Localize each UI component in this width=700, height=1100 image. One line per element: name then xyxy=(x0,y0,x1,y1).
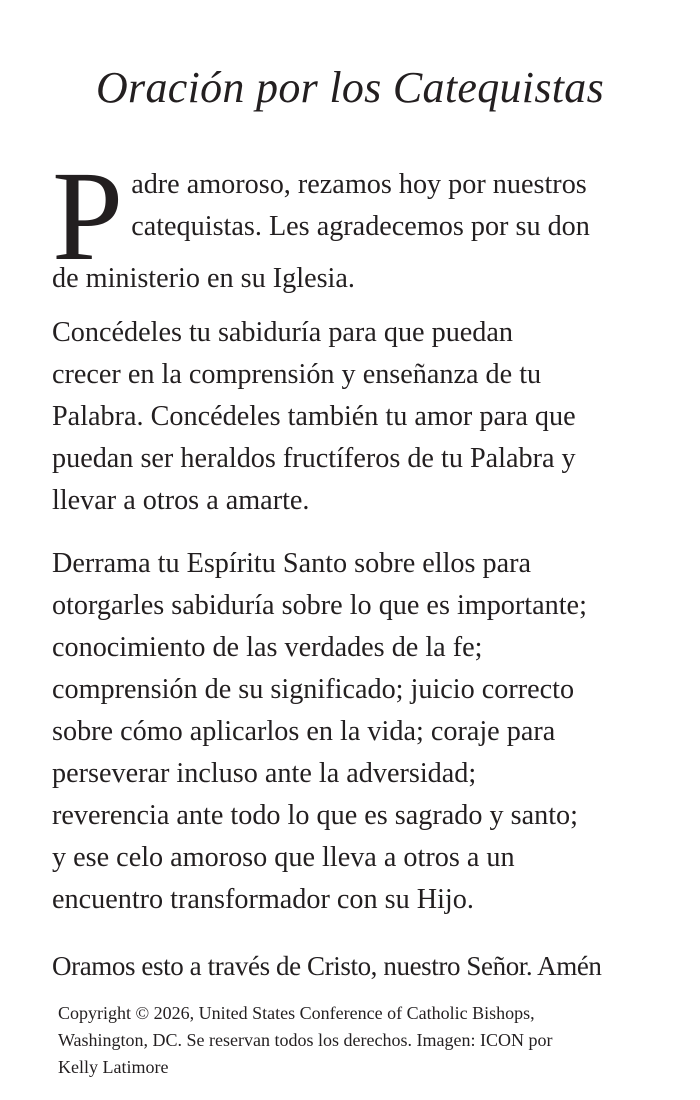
drop-cap-letter: P xyxy=(52,145,124,287)
copyright-notice xyxy=(58,1000,668,1081)
text-line: reverencia ante todo lo que es sagrado y santo; xyxy=(52,800,578,831)
text-line: crecer en la comprensión y enseñanza de tu xyxy=(52,359,542,390)
text-line: y ese celo amoroso que lleva a otros a un xyxy=(52,842,515,873)
text-line: conocimiento de las verdades de la fe; xyxy=(52,632,483,663)
text-line: perseverar incluso ante la adversidad; xyxy=(52,758,477,789)
text-line: sobre cómo aplicarlos en la vida; coraje para xyxy=(52,716,556,747)
text-line: catequistas. Les agradecemos por su don xyxy=(131,211,590,242)
text-line: puedan ser heraldos fructíferos de tu Palabra y xyxy=(52,443,576,474)
text-line: adre amoroso, rezamos hoy por nuestros xyxy=(131,169,587,200)
paragraph-wisdom xyxy=(52,312,662,522)
text-line: Concédeles tu sabiduría para que puedan xyxy=(52,317,514,348)
text-line: otorgarles sabiduría sobre lo que es importante; xyxy=(52,590,587,621)
text-line: de ministerio en su Iglesia. xyxy=(52,263,355,294)
paragraph-holy-spirit xyxy=(52,543,662,921)
paragraph-opening xyxy=(52,145,662,300)
copyright-line: Washington, DC. Se reservan todos los derechos. Imagen: ICON por xyxy=(58,1030,553,1050)
text-line: Derrama tu Espíritu Santo sobre ellos para xyxy=(52,548,532,579)
text-line: encuentro transformador con su Hijo. xyxy=(52,884,474,915)
text-line: comprensión de su significado; juicio correcto xyxy=(52,674,575,705)
text-line: llevar a otros a amarte. xyxy=(52,485,310,516)
copyright-line: Copyright © 2026, United States Conference of Catholic Bishops, xyxy=(58,1003,535,1023)
text-line: Palabra. Concédeles también tu amor para que xyxy=(52,401,576,432)
closing-line: Oramos esto a través de Cristo, nuestro Señor. Amén xyxy=(52,951,602,981)
copyright-line: Kelly Latimore xyxy=(58,1057,169,1077)
prayer-title: Oración por los Catequistas xyxy=(95,63,605,112)
